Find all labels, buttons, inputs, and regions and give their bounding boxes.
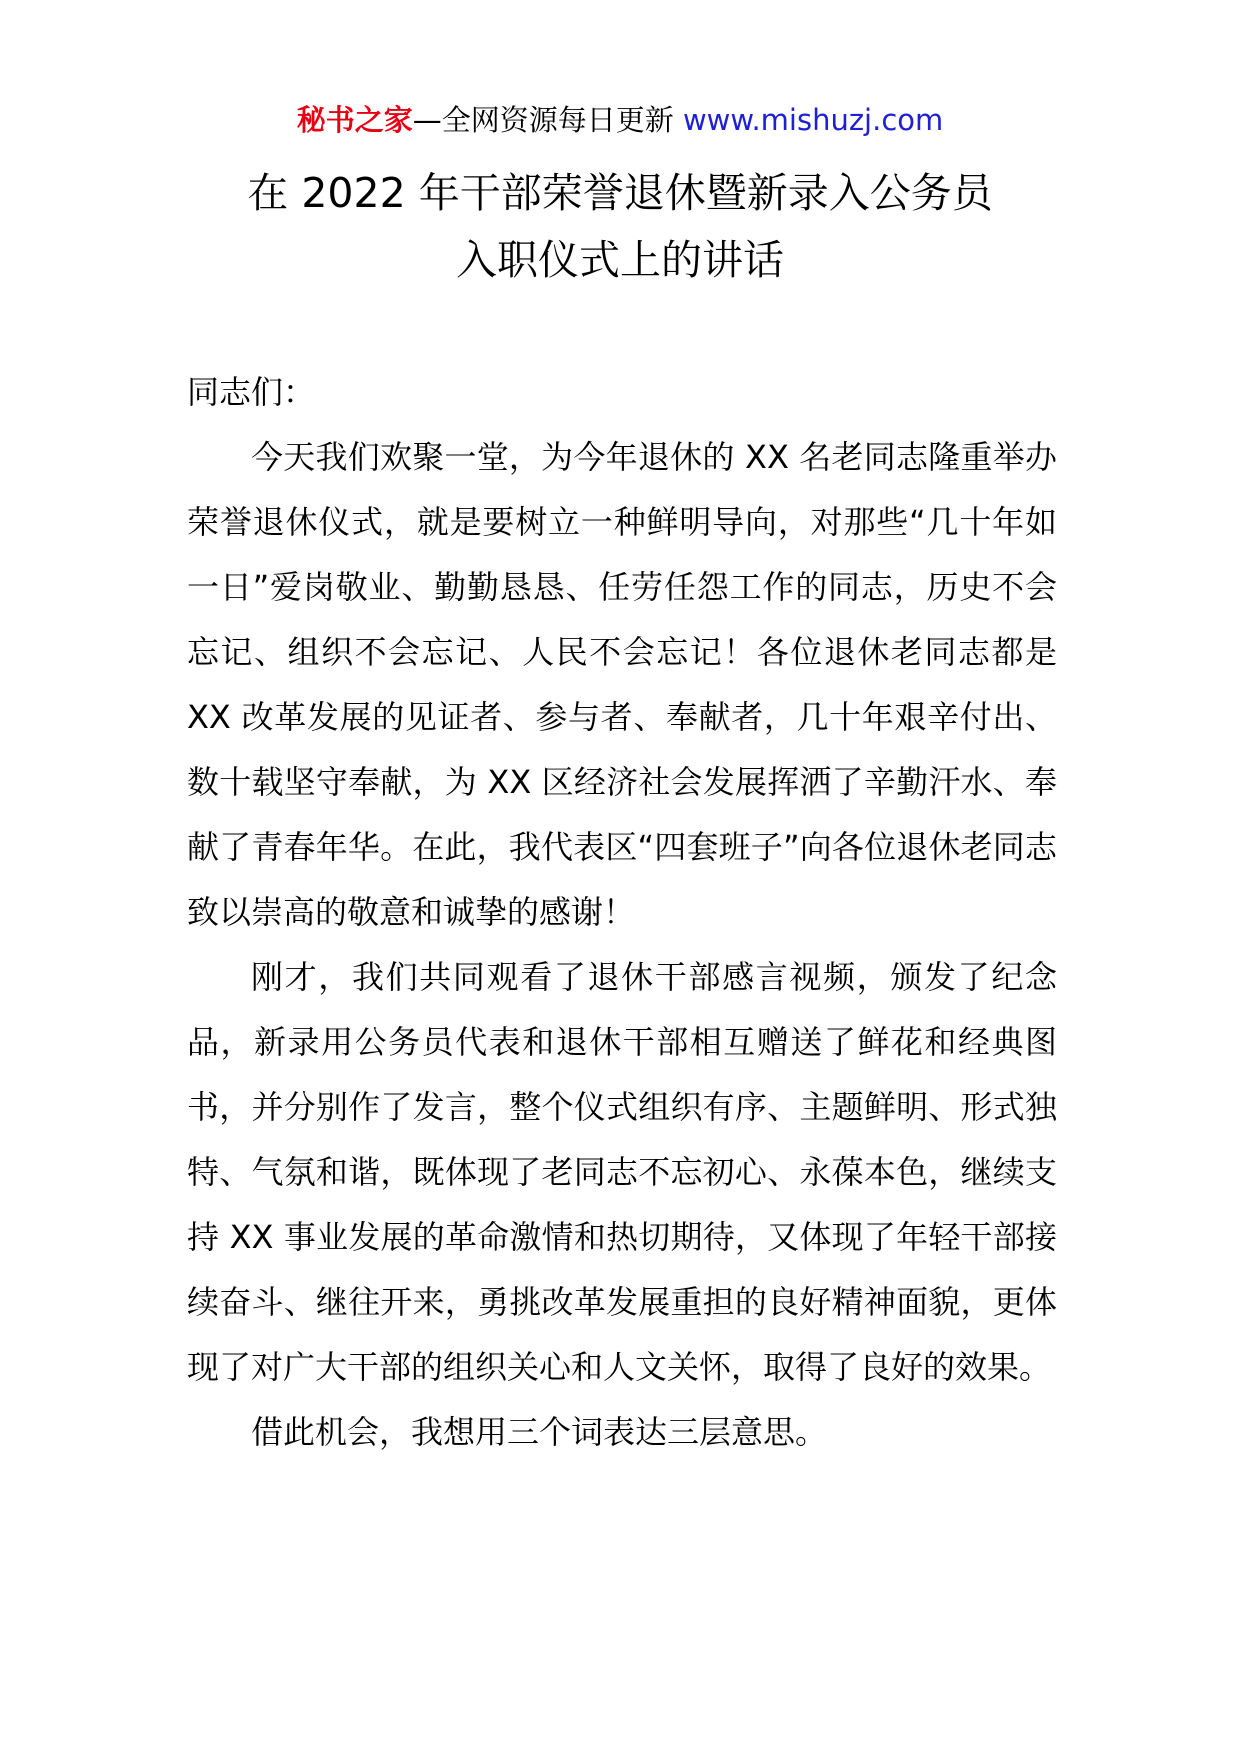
document-title-line-1: 在 2022 年干部荣誉退休暨新录入公务员	[247, 169, 993, 217]
salutation: 同志们：	[187, 373, 316, 411]
site-url-link[interactable]: www.mishuzj.com	[682, 103, 944, 137]
brand-name: 秘书之家	[296, 103, 413, 137]
paragraph-1: 今天我们欢聚一堂，为今年退休的 XX 名老同志隆重举办荣誉退休仪式，就是要树立一种鲜明导向，对那些“几十年如一日”爱岗敬业、勤勤恳恳、任劳任怨工作的同志，历史不会忘记、组织不会忘记、人民不会忘记！各位退休老同志都是 XX 改革发展的见证者、参与者、奉献者，几十年艰辛付出、数十载坚守奉献，为 XX 区经济社会发展挥洒了辛勤汗水、奉献了青春年华。在此，我代表区“四套班子”向各位退休老同志致以崇高的敬意和诚挚的感谢！	[187, 438, 1057, 931]
paragraph-2: 刚才，我们共同观看了退休干部感言视频，颁发了纪念品，新录用公务员代表和退休干部相互赠送了鲜花和经典图书，并分别作了发言，整个仪式组织有序、主题鲜明、形式独特、气氛和谐，既体现了老同志不忘初心、永葆本色，继续支持 XX 事业发展的革命激情和热切期待，又体现了年轻干部接续奋斗、继往开来，勇挑改革发展重担的良好精神面貌，更体现了对广大干部的组织关心和人文关怀，取得了良好的效果。	[187, 958, 1057, 1386]
document-title-line-2: 入职仪式上的讲话	[456, 236, 784, 284]
document-body	[187, 360, 1057, 1465]
header-tagline: —全网资源每日更新	[412, 103, 674, 137]
paragraph-3: 借此机会，我想用三个词表达三层意思。	[251, 1413, 828, 1451]
site-header	[0, 100, 1240, 140]
